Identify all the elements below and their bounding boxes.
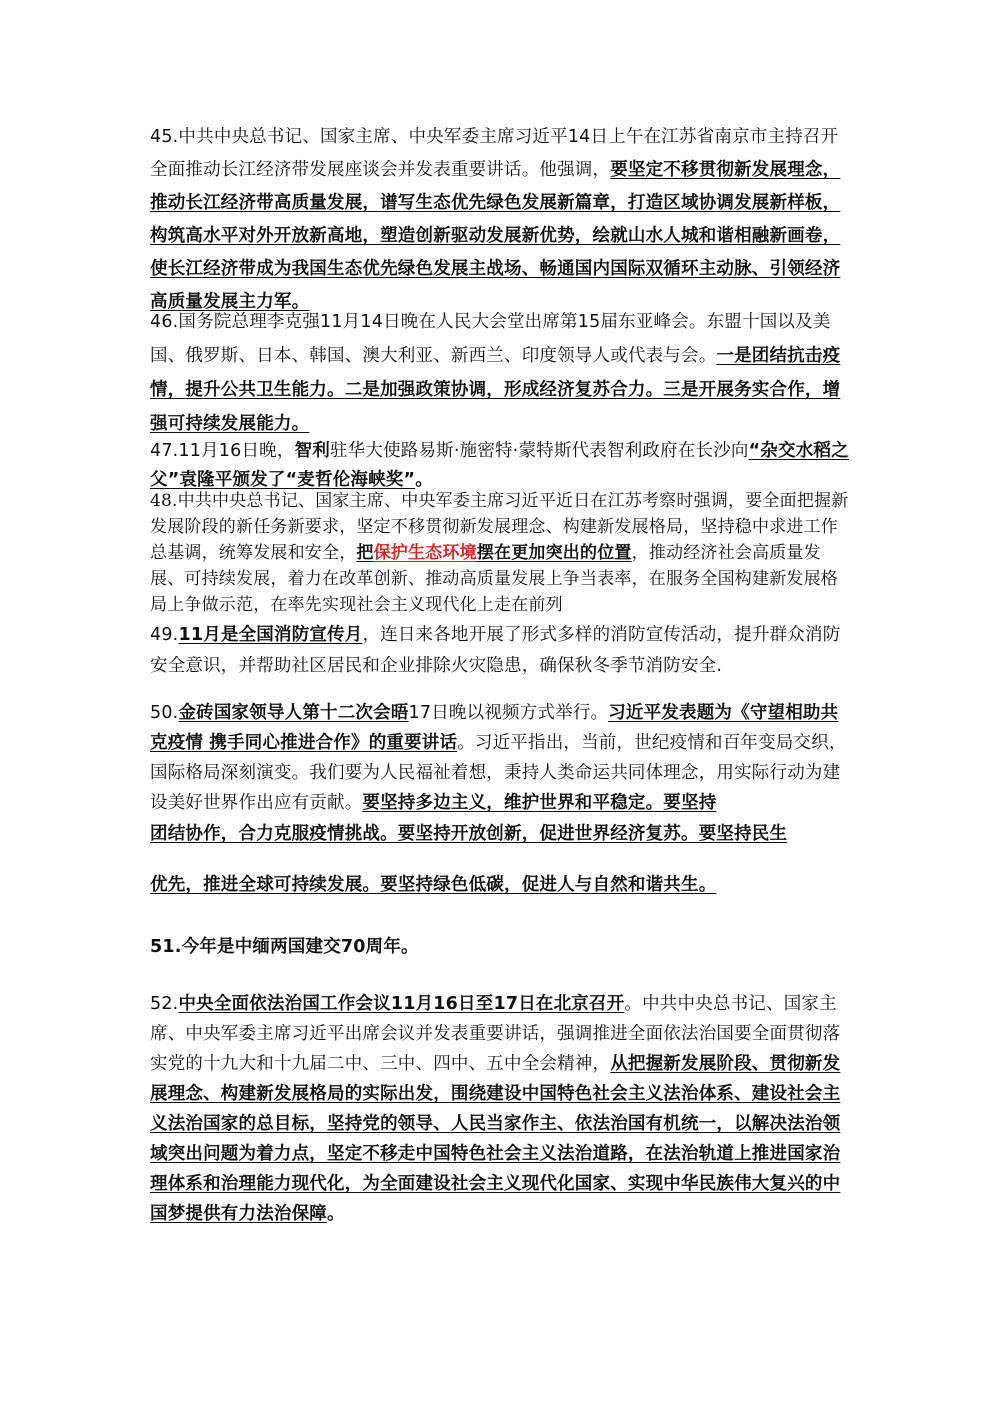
item-emphasis: 把 xyxy=(356,543,374,563)
item-text: ，推动经济社会高质量发展、可持续发展，着力在改革创新、推动高质量发展上争当表率，在服务全国构建新发展格局上争做示范，在率先实现社会主义现代化上走在前列 xyxy=(150,543,838,615)
news-item-52 xyxy=(150,989,852,1229)
news-item-46 xyxy=(150,305,852,441)
item-text: 。中共中央总书记、国家主席、中央军委主席习近平出席会议并发表重要讲话，强调推进全面依法治国要全面贯彻落实党的十九大和十九届二中、三中、四中、五中全会精神， xyxy=(150,994,841,1074)
item-bold: 智利 xyxy=(294,441,330,461)
item-text: 17日晚以视频方式举行。 xyxy=(408,703,609,723)
item-text: 驻华大使路易斯·施密特·蒙特斯代表智利政府在长沙向 xyxy=(329,441,749,461)
item-emphasis: 中央全面依法治国工作会议11月16日至17日在北京召开 xyxy=(178,994,625,1014)
item-paragraph xyxy=(150,989,852,1229)
item-emphasis: 一是团结抗击疫情，提升公共卫生能力。二是加强政策协调，形成经济复苏合力。三是开展务实合作，增强可持续发展能力。 xyxy=(150,346,841,434)
item-emphasis: 优先，推进全球可持续发展。要坚持绿色低碳，促进人与自然和谐共生。 xyxy=(150,875,717,895)
item-emphasis: 团结协作，合力克服疫情挑战。要坚持开放创新，促进世界经济复苏。要坚持民生 xyxy=(150,824,788,844)
item-text: 。 xyxy=(327,1204,345,1224)
item-emphasis: 习近平发表题为《守望相助共克疫情 携手同心推进合作》的重要讲话 xyxy=(150,703,839,753)
news-item-45 xyxy=(150,121,852,319)
item-emphasis: 要坚持多边主义，维护世界和平稳定。要坚持 xyxy=(362,793,717,813)
item-paragraph xyxy=(150,437,852,495)
news-item-49 xyxy=(150,620,852,682)
news-item-48 xyxy=(150,488,852,618)
item-text: 45.中共中央总书记、国家主席、中央军委主席习近平14日上午在江苏省南京市主持召开全面推动长江经济带发展座谈会并发表重要讲话。他强调， xyxy=(150,127,839,180)
news-item-51 xyxy=(150,932,852,962)
news-item-50-line2 xyxy=(150,810,852,858)
item-paragraph xyxy=(150,698,852,818)
item-text: 52. xyxy=(150,994,179,1014)
item-text: 48.中共中央总书记、国家主席、中央军委主席习近平近日在江苏考察时强调，要全面把握新发展阶段的新任务新要求，坚定不移贯彻新发展理念、构建新发展格局，坚持稳中求进工作总基调，统筹发展和安全， xyxy=(150,491,849,563)
item-emphasis-red: 保护生态环境 xyxy=(373,543,477,563)
item-bold: 51.今年是中缅两国建交70周年。 xyxy=(150,937,419,957)
news-item-47 xyxy=(150,437,852,495)
item-paragraph xyxy=(150,620,852,682)
item-paragraph xyxy=(150,868,852,902)
item-paragraph xyxy=(150,121,852,319)
item-emphasis: “杂交水稻之父”袁隆平颁发了“麦哲伦海峡奖” xyxy=(150,441,849,490)
item-text: 49. xyxy=(150,625,179,645)
item-text: 47.11月16日晚， xyxy=(150,441,295,461)
item-paragraph xyxy=(150,810,852,858)
news-item-50 xyxy=(150,698,852,818)
item-emphasis: 要坚定不移贯彻新发展理念，推动长江经济带高质量发展，谱写生态优先绿色发展新篇章，打造区域协调发展新样板，构筑高水平对外开放新高地，塑造创新驱动发展新优势，绘就山水人城和谐相融新画卷，使长江经济带成为我国生态优先绿色发展主战场、畅通国内国际双循环主动脉、引领经济高质量发展主力军。 xyxy=(150,160,841,312)
item-text: 。 xyxy=(415,470,433,490)
item-text: 。习近平指出，当前，世纪疫情和百年变局交织，国际格局深刻演变。我们要为人民福祉着想，秉持人类命运共同体理念，用实际行动为建设美好世界作出应有贡献。 xyxy=(150,733,847,813)
news-item-50-line3 xyxy=(150,868,852,902)
item-paragraph xyxy=(150,932,852,962)
item-emphasis: 11月是全国消防宣传月 xyxy=(178,625,363,645)
item-emphasis: 摆在更加突出的位置 xyxy=(476,543,632,563)
item-text: 46.国务院总理李克强11月14日晚在人民大会堂出席第15届东亚峰会。东盟十国以及美国、俄罗斯、日本、韩国、澳大利亚、新西兰、印度领导人或代表与会。 xyxy=(150,312,831,366)
item-emphasis: 从把握新发展阶段、贯彻新发展理念、构建新发展格局的实际出发，围绕建设中国特色社会主义法治体系、建设社会主义法治国家的总目标，坚持党的领导、人民当家作主、依法治国有机统一，以解决法治领域突出问题为着力点，坚定不移走中国特色社会主义法治道路，在法治轨道上推进国家治理体系和治理能力现代化，为全面建设社会主义现代化国家、实现中华民族伟大复兴的中国梦提供有力法治保障 xyxy=(150,1054,841,1224)
item-paragraph xyxy=(150,305,852,441)
item-paragraph xyxy=(150,488,852,618)
item-text: ，连日来各地开展了形式多样的消防宣传活动，提升群众消防安全意识，并帮助社区居民和企业排除火灾隐患，确保秋冬季节消防安全. xyxy=(150,625,841,676)
item-text: 50. xyxy=(150,703,179,723)
item-emphasis: 金砖国家领导人第十二次会晤 xyxy=(178,703,409,723)
